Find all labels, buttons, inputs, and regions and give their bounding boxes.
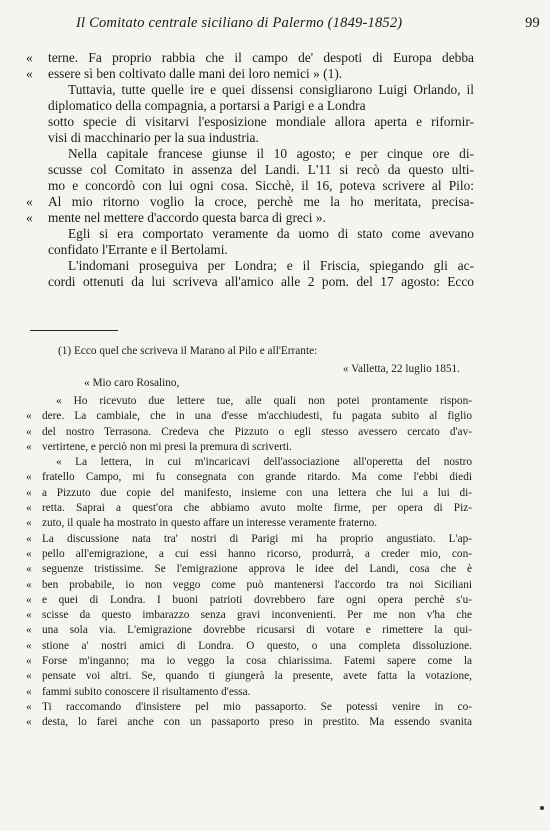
footnote-line [26, 516, 472, 531]
line-text: ben probabile, io non veggo come può mantenersi l'accordo tra noi Siciliani [42, 578, 472, 591]
footnote-line [26, 639, 472, 654]
guillemet-marker: « [26, 471, 32, 484]
footnote-line [26, 669, 472, 684]
text-line [26, 274, 474, 290]
guillemet-marker: « [26, 210, 33, 225]
letter-dateline-text: « Valletta, 22 luglio 1851. [342, 363, 460, 375]
text-line [26, 66, 474, 82]
running-header [70, 13, 540, 35]
guillemet-marker: « [26, 410, 32, 423]
footnote [26, 344, 472, 731]
guillemet-marker [26, 226, 48, 242]
guillemet-marker: « [26, 517, 32, 530]
footnote-line [26, 501, 472, 516]
line-text: pello all'emigrazione, a cui essi hanno ricorso, produrrà, a creder mio, con- [42, 547, 472, 560]
text-line [26, 194, 474, 210]
footnote-line [26, 715, 472, 730]
line-text: Al mio ritorno voglio la croce, perchè me la ho meritata, precisa- [48, 194, 474, 209]
footnote-line [26, 470, 472, 485]
line-text: « Ho ricevuto due lettere tue, alle quali non potei prontamente rispon- [56, 395, 472, 407]
line-text: terne. Fa proprio rabbia che il campo de' despoti di Europa debba [48, 50, 474, 65]
line-text: visi di macchinario per la sua industria. [48, 130, 259, 145]
line-text: pensate voi altri. Se, quando ti giungerà la presente, avete fatta la votazione, [42, 670, 472, 683]
guillemet-marker: « [26, 685, 32, 698]
line-text: L'indomani proseguiva per Londra; e il Friscia, spiegando gli ac- [68, 258, 474, 273]
guillemet-marker: « [26, 593, 32, 606]
footnote-line [26, 685, 472, 700]
guillemet-marker: « [26, 486, 32, 499]
line-text: cordi ottenuti da lui scriveva all'amico alle 2 pom. del 17 agosto: Ecco [48, 274, 474, 289]
text-line [26, 258, 474, 274]
footnote-intro: (1) Ecco quel che scriveva il Marano al Pilo e all'Errante: [58, 345, 318, 357]
footnote-line [26, 608, 472, 623]
line-text: dere. La cambiale, che in una d'esse m'acchiudesti, fu pagata subito al figlio [42, 410, 472, 423]
margin-mark [540, 806, 544, 810]
guillemet-marker: « [26, 716, 32, 729]
guillemet-marker: « [26, 66, 33, 81]
guillemet-marker [26, 82, 48, 114]
guillemet-marker: « [26, 425, 32, 438]
guillemet-marker: « [26, 639, 32, 652]
footnote-line [26, 562, 472, 577]
line-text: Ti raccomando d'insistere pel mio passaporto. Se potessi venire in co- [42, 700, 472, 713]
line-text: confidato l'Errante e il Bertolami. [48, 242, 228, 257]
text-line [26, 146, 474, 162]
text-line [26, 226, 474, 242]
footnote-line [26, 409, 472, 424]
line-text: vertirtene, e perciò non mi presi la premura di scriverti. [42, 440, 293, 453]
footnote-line [26, 654, 472, 669]
line-text: scusse col Comitato in assenza del Landi. L'11 si recò da questo ulti- [48, 162, 474, 177]
guillemet-marker: « [26, 563, 32, 576]
guillemet-marker: « [26, 700, 32, 713]
letter-greeting: « Mio caro Rosalino, [84, 377, 180, 389]
footnote-line [26, 425, 472, 440]
text-line [26, 178, 474, 194]
text-line [26, 242, 474, 258]
text-line [26, 50, 474, 66]
guillemet-marker: « [26, 655, 32, 668]
guillemet-marker: « [26, 670, 32, 683]
text-line [26, 210, 474, 226]
line-text: a Pizzuto due copie del manifesto, insieme con una lettera che lui a lui di- [42, 486, 472, 499]
footnote-separator [30, 330, 118, 331]
line-text: del nostro Terrasona. Credeva che Pizzuto o egli stesso avessero cercato d'av- [42, 425, 472, 438]
line-text: mente nel mettere d'accordo questa barca di greci ». [48, 210, 326, 225]
guillemet-marker: « [26, 194, 33, 209]
guillemet-marker [26, 274, 48, 290]
footnote-line [26, 455, 472, 470]
line-text: seguenze tristissime. Se l'emigrazione approva le idee del Landi, cosa che è [42, 563, 472, 576]
guillemet-marker [26, 394, 42, 409]
line-text: La discussione nata tra' nostri di Parigi mi ha proprio angustiato. L'ap- [42, 532, 472, 545]
guillemet-marker [26, 242, 48, 258]
line-text: scisse da questo imbarazzo senza gravi inconvenienti. Per me non v'ha che [42, 609, 472, 622]
text-line [26, 114, 474, 130]
guillemet-marker: « [26, 50, 33, 65]
guillemet-marker: « [26, 440, 32, 453]
guillemet-marker [26, 130, 48, 146]
line-text: mo e concordò con lui ogni cosa. Sicchè, il 16, poteva scrivere al Pilo: [48, 178, 474, 193]
line-text: « La lettera, in cui m'incaricavi dell'associazione all'operetta del nostro [56, 456, 472, 469]
text-line [26, 162, 474, 178]
line-text: e quei di Londra. I buoni patrioti dovrebbero fare ogni opera perchè s'u- [42, 593, 472, 606]
line-text: Forse m'inganno; ma io veggo la cosa chiarissima. Fatemi sapere come la [42, 655, 472, 668]
line-text: stione a' nostri amici di Londra. O questo, o una completa dissoluzione. [42, 639, 472, 652]
line-text: zuto, il quale ha mostrato in questo affare un interesse veramente fraterno. [42, 517, 378, 530]
guillemet-marker [26, 146, 48, 162]
line-text: una sola via. L'emigrazione dovrebbe ricusarsi di votare e rimettere la qui- [42, 624, 472, 637]
footnote-line [26, 440, 472, 455]
main-text [26, 50, 474, 290]
line-text: fammi subito conoscere il risultamento d'essa. [42, 685, 251, 698]
letter-dateline [26, 359, 472, 374]
footnote-line [26, 394, 472, 409]
line-text: Egli si era comportato veramente da uomo di stato come avevano [68, 226, 474, 241]
line-text: sotto specie di visitarvi l'esposizione mondiale allora aperta e rifornir- [48, 114, 474, 129]
footnote-line [26, 593, 472, 608]
footnote-line [26, 578, 472, 593]
guillemet-marker: « [26, 502, 32, 515]
line-text: fratello Campo, mi fu consegnata con grande ritardo. Ma come l'ebbi diedi [42, 471, 472, 484]
footnote-line [26, 700, 472, 715]
guillemet-marker [26, 258, 48, 274]
line-text: Tuttavia, tutte quelle ire e quei dissensi consigliarono Luigi Orlando, il diplomatico della compagnia, a portarsi a Parigi e a Londra [48, 82, 474, 113]
footnote-line [26, 532, 472, 547]
line-text: Nella capitale francese giunse il 10 agosto; e per cinque ore di- [68, 146, 474, 161]
guillemet-marker: « [26, 547, 32, 560]
guillemet-marker: « [26, 532, 32, 545]
text-line [26, 130, 474, 146]
letter-body [26, 394, 472, 731]
footnote-line [26, 547, 472, 562]
line-text: desta, lo farei anche con un passaporto preso in prestito. Ma essendo svanita [42, 716, 472, 729]
line-text: essere sì ben coltivato dalle mani dei loro nemici » (1). [48, 66, 343, 81]
running-title: Il Comitato centrale siciliano di Palermo (1849-1852) [76, 15, 403, 31]
footnote-line [26, 486, 472, 501]
footnote-line [26, 623, 472, 638]
page-number: 99 [525, 15, 540, 31]
guillemet-marker: « [26, 578, 32, 591]
guillemet-marker: « [26, 624, 32, 637]
guillemet-marker [26, 178, 48, 194]
guillemet-marker [26, 455, 42, 470]
guillemet-marker [26, 114, 48, 130]
guillemet-marker [26, 162, 48, 178]
guillemet-marker: « [26, 609, 32, 622]
line-text: retta. Saprai a quest'ora che abbiamo avuto molte firme, per opera di Piz- [42, 502, 472, 515]
text-line [26, 82, 474, 114]
